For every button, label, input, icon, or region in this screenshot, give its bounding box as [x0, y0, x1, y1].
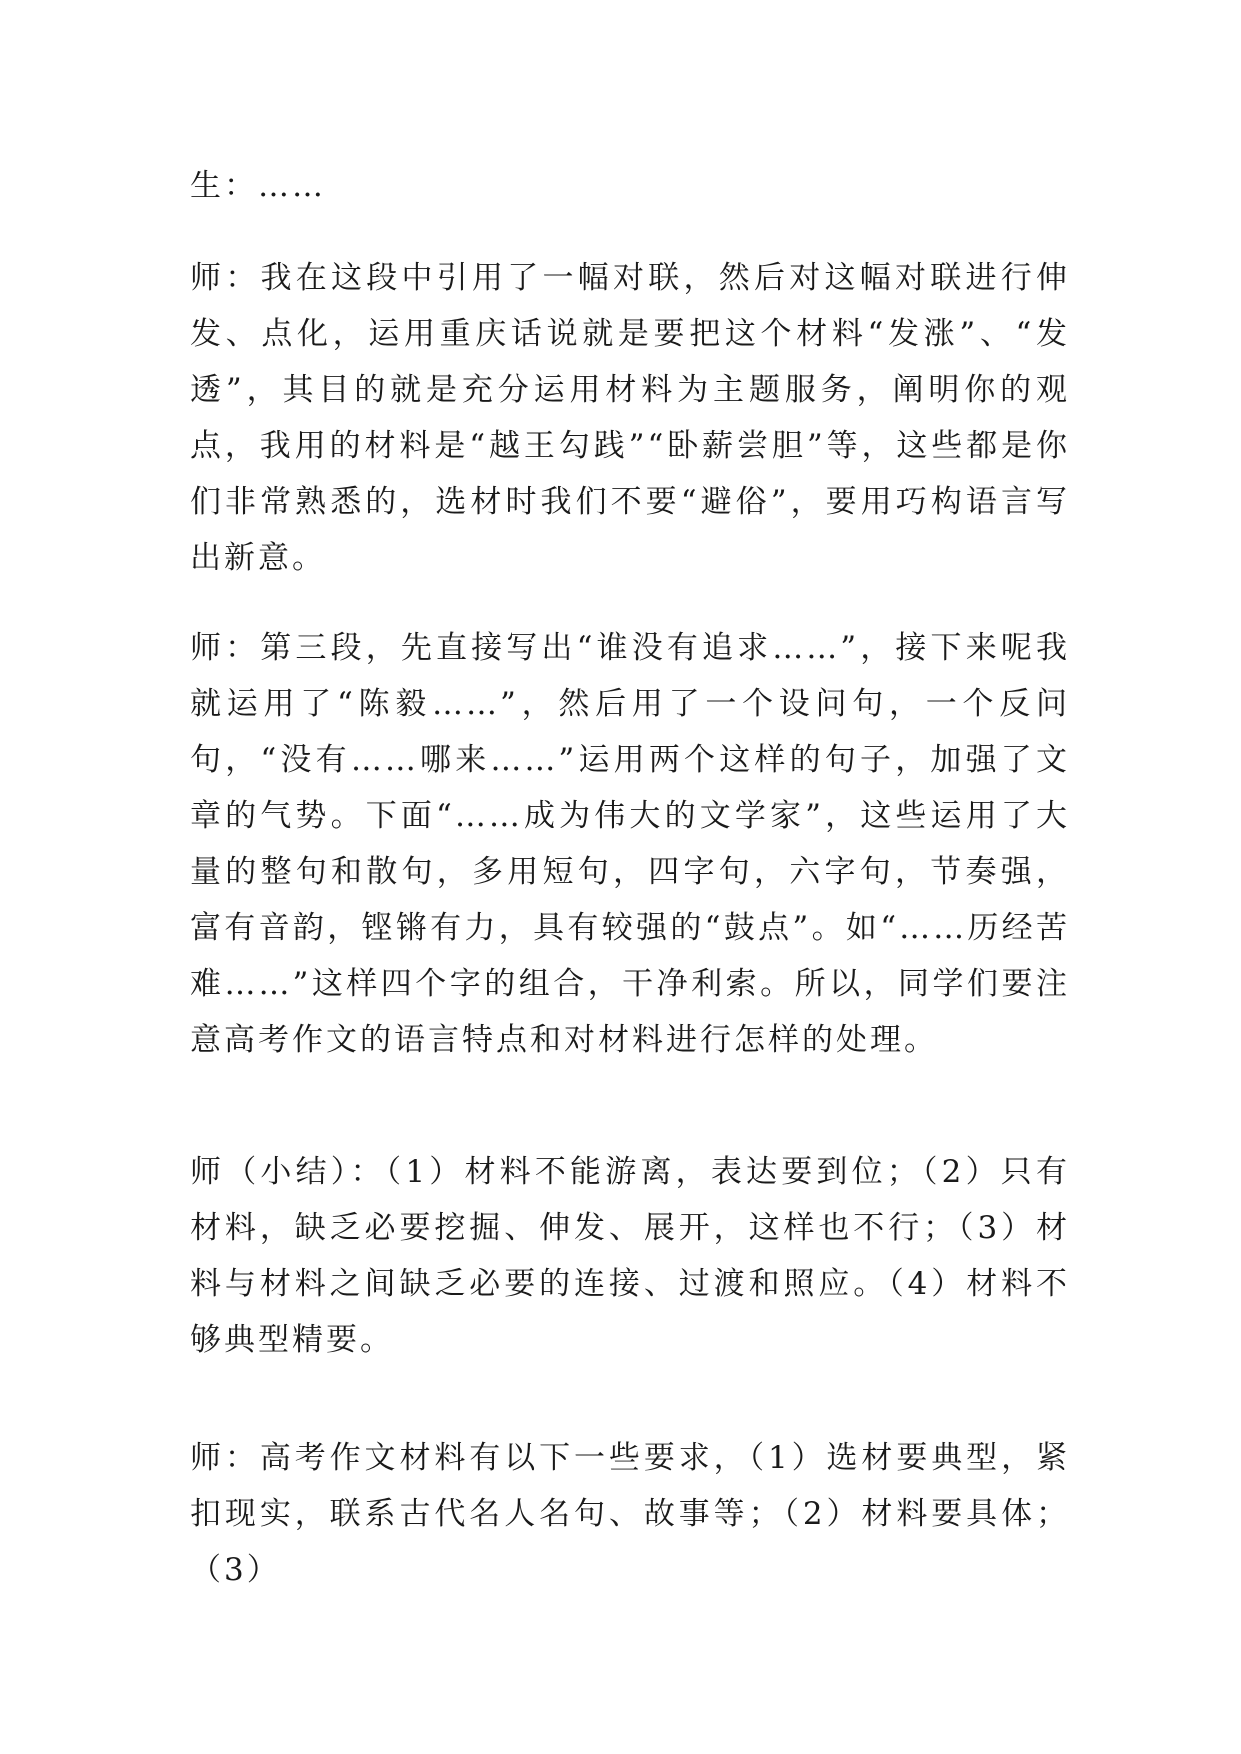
paragraph-student-reply: 生：……: [190, 168, 326, 204]
paragraph-teacher-third-section: 师：第三段，先直接写出“谁没有追求……”，接下来呢我就运用了“陈毅……”，然后用了一个设问句，一个反问句，“没有……哪来……”运用两个这样的句子，加强了文章的气势。下面“……成为伟大的文学家”，这些运用了大量的整句和散句，多用短句，四字句，六字句，节奏强，富有音韵，铿锵有力，具有较强的“鼓点”。如“……历经苦难……”这样四个字的组合，干净利索。所以，同学们要注意高考作文的语言特点和对材料进行怎样的处理。: [190, 630, 1070, 1058]
paragraph-teacher-summary: 师（小结）：（1）材料不能游离，表达要到位；（2）只有材料，缺乏必要挖掘、伸发、展开，这样也不行；（3）材料与材料之间缺乏必要的连接、过渡和照应。（4）材料不够典型精要。: [190, 1154, 1070, 1358]
paragraph-teacher-couplet: 师：我在这段中引用了一幅对联，然后对这幅对联进行伸发、点化，运用重庆话说就是要把这个材料“发涨”、“发透”，其目的就是充分运用材料为主题服务，阐明你的观点，我用的材料是“越王勾践”“卧薪尝胆”等，这些都是你们非常熟悉的，选材时我们不要“避俗”，要用巧构语言写出新意。: [190, 260, 1070, 576]
paragraph-teacher-requirements: 师：高考作文材料有以下一些要求，（1）选材要典型，紧扣现实，联系古代名人名句、故事等；（2）材料要具体；（3）: [190, 1440, 1070, 1588]
